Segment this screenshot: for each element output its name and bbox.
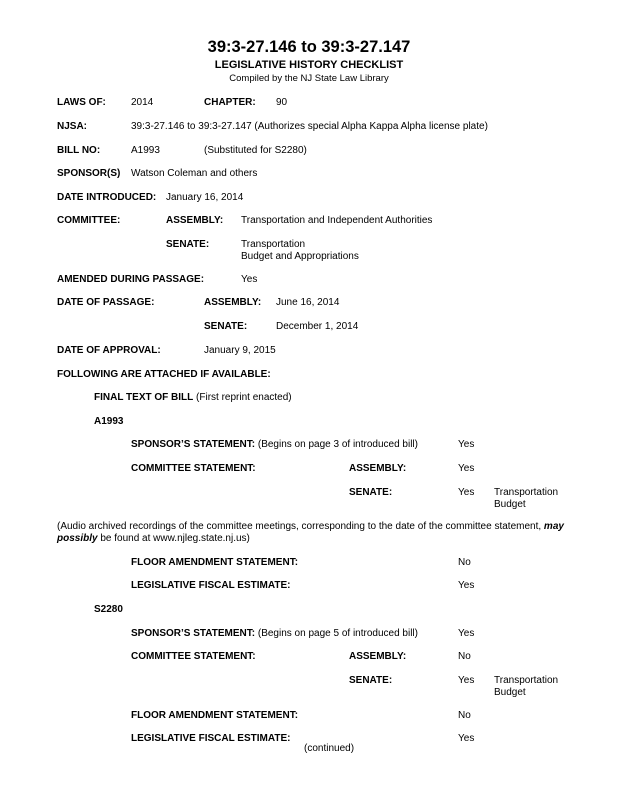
committee-senate-value-2: Budget and Appropriations xyxy=(241,251,359,262)
s2280-fiscal-value: Yes xyxy=(458,733,475,744)
s2280-floor-value: No xyxy=(458,710,471,721)
passage-label: DATE OF PASSAGE: xyxy=(57,297,155,308)
s2280-sponsor-note: (Begins on page 5 of introduced bill) xyxy=(257,628,418,639)
amended-value: Yes xyxy=(241,274,258,285)
bill-no-note: (Substituted for S2280) xyxy=(204,145,307,156)
a1993-senate-committee-1: Transportation xyxy=(494,487,559,498)
date-introduced-label: DATE INTRODUCED: xyxy=(57,192,157,203)
a1993-floor-value: No xyxy=(458,557,471,568)
s2280-committee-label: COMMITTEE STATEMENT: xyxy=(131,651,256,662)
continued-note: (continued) xyxy=(304,743,355,754)
s2280-sponsor-line xyxy=(131,628,418,640)
s2280-sponsor-value: Yes xyxy=(458,628,475,639)
s2280-bill-label: S2280 xyxy=(94,604,123,615)
njsa-label: NJSA: xyxy=(57,121,88,132)
a1993-committee-label: COMMITTEE STATEMENT: xyxy=(131,463,256,474)
audio-note-text-after: be found at www.njleg.state.nj.us) xyxy=(97,533,250,544)
s2280-senate-value: Yes xyxy=(458,675,475,686)
committee-senate-label: SENATE: xyxy=(166,239,210,250)
a1993-bill-label: A1993 xyxy=(94,416,124,427)
committee-assembly-label: ASSEMBLY: xyxy=(166,215,224,226)
audio-note-emphasis: may possibly xyxy=(57,521,564,544)
page-subtitle: LEGISLATIVE HISTORY CHECKLIST xyxy=(214,59,404,71)
committee-label: COMMITTEE: xyxy=(57,215,121,226)
a1993-sponsor-note: (Begins on page 3 of introduced bill) xyxy=(257,439,418,450)
sponsor-label: SPONSOR(S) xyxy=(57,168,121,179)
s2280-senate-committee-1: Transportation xyxy=(494,675,559,686)
passage-assembly-label: ASSEMBLY: xyxy=(204,297,262,308)
date-introduced-value: January 16, 2014 xyxy=(166,192,244,203)
passage-senate-value: December 1, 2014 xyxy=(276,321,359,332)
chapter-value: 90 xyxy=(276,97,288,108)
final-text-label: FINAL TEXT OF BILL xyxy=(94,392,194,403)
s2280-assembly-label: ASSEMBLY: xyxy=(349,651,407,662)
final-text-note: (First reprint enacted) xyxy=(196,392,292,403)
s2280-assembly-value: No xyxy=(458,651,471,662)
a1993-sponsor-label: SPONSOR’S STATEMENT: xyxy=(131,439,256,450)
s2280-floor-label: FLOOR AMENDMENT STATEMENT: xyxy=(131,710,299,721)
s2280-sponsor-label: SPONSOR’S STATEMENT: xyxy=(131,628,256,639)
a1993-senate-label: SENATE: xyxy=(349,487,393,498)
committee-assembly-value: Transportation and Independent Authorities xyxy=(241,215,433,226)
a1993-floor-label: FLOOR AMENDMENT STATEMENT: xyxy=(131,557,299,568)
audio-note-text-before: (Audio archived recordings of the committee meetings, corresponding to the date of the committee statement, xyxy=(57,521,544,532)
a1993-sponsor-line xyxy=(131,439,418,451)
compiled-by: Compiled by the NJ State Law Library xyxy=(229,73,389,84)
a1993-senate-committee-2: Budget xyxy=(494,499,526,510)
amended-label: AMENDED DURING PASSAGE: xyxy=(57,274,205,285)
approval-value: January 9, 2015 xyxy=(204,345,276,356)
audio-archive-note xyxy=(57,521,605,545)
a1993-assembly-label: ASSEMBLY: xyxy=(349,463,407,474)
a1993-assembly-value: Yes xyxy=(458,463,475,474)
a1993-sponsor-value: Yes xyxy=(458,439,475,450)
chapter-label: CHAPTER: xyxy=(204,97,256,108)
sponsor-value: Watson Coleman and others xyxy=(131,168,258,179)
passage-assembly-value: June 16, 2014 xyxy=(276,297,340,308)
s2280-senate-committee-2: Budget xyxy=(494,687,526,698)
page-title: 39:3-27.146 to 39:3-27.147 xyxy=(207,38,411,56)
approval-label: DATE OF APPROVAL: xyxy=(57,345,161,356)
s2280-senate-label: SENATE: xyxy=(349,675,393,686)
njsa-value: 39:3-27.146 to 39:3-27.147 (Authorizes special Alpha Kappa Alpha license plate) xyxy=(131,121,488,132)
bill-no-label: BILL NO: xyxy=(57,145,101,156)
attached-heading: FOLLOWING ARE ATTACHED IF AVAILABLE: xyxy=(57,369,271,380)
final-text-line xyxy=(94,392,292,404)
bill-no-value: A1993 xyxy=(131,145,160,156)
laws-of-value: 2014 xyxy=(131,97,154,108)
laws-of-label: LAWS OF: xyxy=(57,97,106,108)
a1993-fiscal-label: LEGISLATIVE FISCAL ESTIMATE: xyxy=(131,580,291,591)
committee-senate-value-1: Transportation xyxy=(241,239,306,250)
a1993-fiscal-value: Yes xyxy=(458,580,475,591)
passage-senate-label: SENATE: xyxy=(204,321,248,332)
a1993-senate-value: Yes xyxy=(458,487,475,498)
s2280-fiscal-label: LEGISLATIVE FISCAL ESTIMATE: xyxy=(131,733,291,744)
